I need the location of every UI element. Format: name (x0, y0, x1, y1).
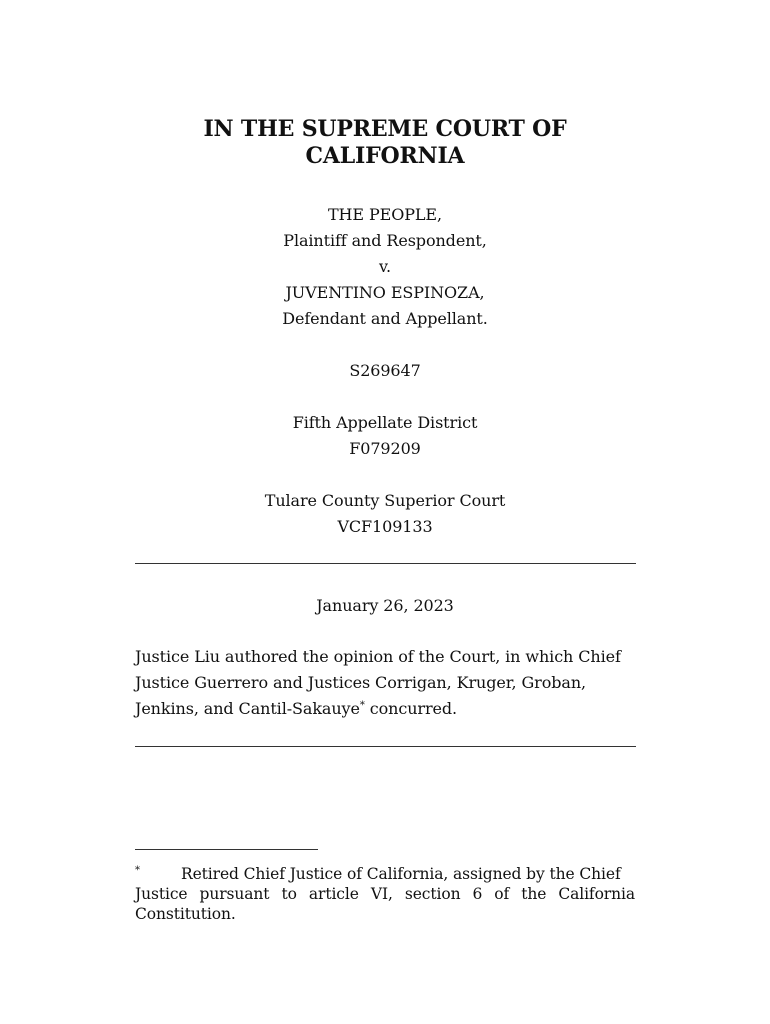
footnote-line-2-word: 6 (472, 885, 483, 903)
case-caption (135, 202, 635, 332)
defendant-role: Defendant and Appellant. (282, 309, 488, 328)
trial-court-name: Tulare County Superior Court (264, 491, 506, 510)
appellate-district: Fifth Appellate District (292, 413, 478, 432)
footnote-line-2 (135, 884, 635, 904)
versus: v. (378, 257, 392, 276)
appellate-block (135, 410, 635, 462)
appellate-number: F079209 (349, 439, 421, 458)
authorship-line-2: Justice Guerrero and Justices Corrigan, Kruger, Groban, (135, 673, 587, 692)
trial-court-block (135, 488, 635, 540)
court-title-line-2: CALIFORNIA (305, 143, 465, 169)
footnote-line-2-word: California (558, 885, 635, 903)
footnote-line-2-word: article (308, 885, 359, 903)
case-number-block (135, 358, 635, 384)
court-title-line-1: IN THE SUPREME COURT OF (203, 116, 567, 142)
footnote-line-2-word: the (521, 885, 547, 903)
case-number: S269647 (349, 361, 421, 380)
footnote-line-2-word: Justice (135, 885, 188, 903)
authorship-line-1: Justice Liu authored the opinion of the Court, in which Chief (135, 647, 621, 666)
divider-bottom (135, 746, 636, 747)
footnote-separator (135, 849, 318, 850)
authorship-line-3-end: concurred. (364, 699, 458, 718)
decision-date-block (135, 593, 635, 619)
authorship-line-3 (135, 696, 635, 722)
footnote (135, 864, 635, 924)
footnote-line-2-word: VI, (370, 885, 393, 903)
decision-date: January 26, 2023 (316, 596, 454, 615)
authorship-paragraph (135, 644, 635, 722)
court-title (135, 116, 635, 170)
footnote-line-3: Constitution. (135, 905, 236, 923)
footnote-line-2-word: section (404, 885, 461, 903)
footnote-line-1: * Retired Chief Justice of California, assigned by the Chief (135, 865, 621, 883)
footnote-reference[interactable]: * (359, 700, 365, 711)
authorship-line-3-text: Jenkins, and Cantil-Sakauye (135, 699, 360, 718)
footnote-line-2-word: of (494, 885, 510, 903)
defendant-name: JUVENTINO ESPINOZA, (285, 283, 485, 302)
plaintiff-name: THE PEOPLE, (327, 205, 442, 224)
plaintiff-role: Plaintiff and Respondent, (283, 231, 487, 250)
footnote-line-2-word: to (281, 885, 297, 903)
divider-top (135, 563, 636, 564)
footnote-line-2-word: pursuant (199, 885, 270, 903)
footnote-line-1-text: Retired Chief Justice of California, assigned by the Chief (181, 865, 621, 883)
trial-court-number: VCF109133 (337, 517, 433, 536)
